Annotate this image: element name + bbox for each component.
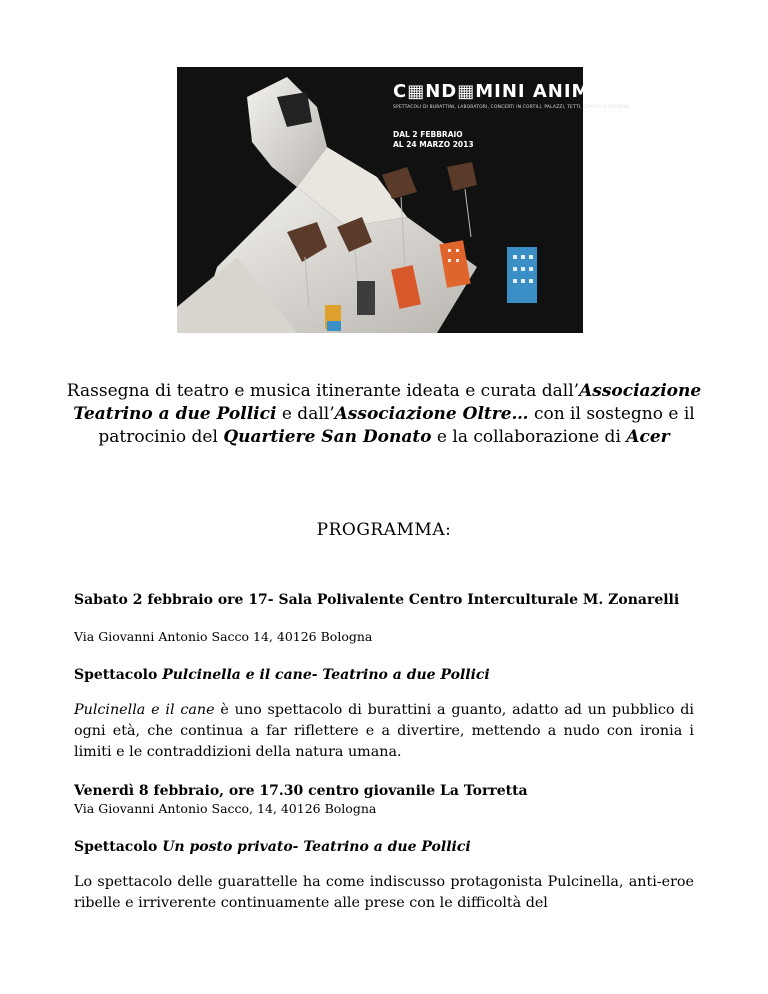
intro-text-3: con il sostegno e il patrocinio del	[98, 404, 695, 447]
event-1-desc-text: è uno spettacolo di burattini a guanto, adatto ad un pubblico di ogni età, che continua a far riflettere e a divertire, mettendo a nudo con ironia i limiti e le contraddizioni della natura umana.	[74, 702, 694, 760]
event-1-show-company: - Teatrino a due Pollici	[311, 667, 490, 683]
event-2-show-title: Un posto privato	[162, 839, 293, 855]
event-poster	[177, 67, 631, 333]
event-2-address: Via Giovanni Antonio Sacco, 14, 40126 Bologna	[74, 801, 377, 816]
event-1-address: Via Giovanni Antonio Sacco 14, 40126 Bologna	[74, 629, 373, 644]
poster-date-line-2: AL 24 MARZO 2013	[393, 140, 474, 149]
intro-text-4: e la collaborazione di	[431, 427, 627, 447]
intro-org-acer: Acer	[626, 427, 670, 447]
event-2-show-company: - Teatrino a due Pollici	[292, 839, 471, 855]
poster-date-line-1: DAL 2 FEBBRAIO	[393, 130, 463, 139]
event-2-description: Lo spettacolo delle guarattelle ha come indiscusso protagonista Pulcinella, anti-eroe ribelle e irriverente continuamente alle prese con le difficoltà del	[74, 874, 694, 911]
event-1-desc-italic: Pulcinella e il cane	[74, 702, 215, 718]
intro-text-1: Rassegna di teatro e musica itinerante ideata e curata dall’	[66, 381, 580, 401]
program-heading: PROGRAMMA:	[316, 520, 452, 540]
poster-dates	[393, 130, 474, 150]
event-2-title: Venerdì 8 febbraio, ore 17.30 centro giovanile La Torretta	[74, 783, 528, 799]
event-2-show-prefix: Spettacolo	[74, 839, 163, 855]
poster-subtitle: SPETTACOLI DI BURATTINI, LABORATORI, CONCERTI IN CORTILI, PALAZZI, TETTI, CIRCOLI E GIARDINI	[393, 105, 631, 110]
event-1-show-title: Pulcinella e il cane	[162, 667, 312, 683]
intro-text-2: e dall’	[276, 404, 335, 424]
intro-org-oltre: Associazione Oltre…	[334, 404, 529, 424]
event-1-description	[74, 700, 694, 763]
intro-org-teatrino: Associazione Teatrino a due Pollici	[73, 381, 702, 424]
event-1-show	[74, 666, 694, 685]
intro-paragraph	[60, 380, 708, 449]
event-1-title: Sabato 2 febbraio ore 17- Sala Polivalente Centro Interculturale M. Zonarelli	[74, 592, 680, 608]
intro-org-quartiere: Quartiere San Donato	[223, 427, 432, 447]
event-2-show	[74, 838, 694, 857]
poster-logo: C▦ND▦MINI ANIMATI	[393, 81, 625, 102]
event-1-show-prefix: Spettacolo	[74, 667, 163, 683]
